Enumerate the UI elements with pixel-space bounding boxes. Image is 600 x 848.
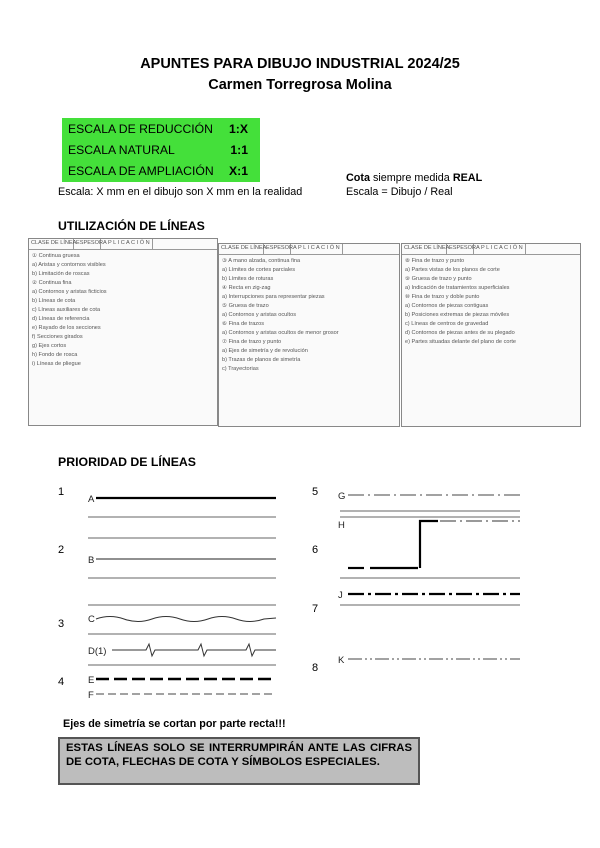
table-row: ⑦ Fina de trazo y punto xyxy=(222,339,282,345)
table-row: b) Limitación de roscas xyxy=(32,271,90,277)
scale-label: ESCALA DE REDUCCIÓN xyxy=(68,121,213,136)
table-header: ESPESOR xyxy=(447,244,474,254)
table-row: ⑨ Gruesa de trazo y punto xyxy=(405,276,472,282)
priority-number: 4 xyxy=(58,676,65,688)
table-row: a) Contornos y aristas ocultos de menor grosor xyxy=(222,330,339,336)
cota-word: Cota xyxy=(346,172,370,184)
table-row: a) Interrupciones para representar piezas xyxy=(222,294,325,300)
table-row: ⑧ Fina de trazo y punto xyxy=(405,258,465,264)
table-row: a) Contornos y aristas ficticios xyxy=(32,289,107,295)
table-row: ③ A mano alzada, continua fina xyxy=(222,258,301,264)
line-sample-d xyxy=(112,644,276,656)
table-row: f) Secciones girados xyxy=(32,334,83,340)
table-row: a) Indicación de tratamientos superficiales xyxy=(405,285,510,291)
line-letter: K xyxy=(338,655,345,666)
table-row: a) Contornos de piezas contiguas xyxy=(405,303,489,309)
section-title-lines: UTILIZACIÓN DE LÍNEAS xyxy=(58,219,205,233)
table-row: ⑤ Gruesa de trazo xyxy=(222,303,269,309)
table-row: ⑥ Fina de trazos xyxy=(222,321,265,327)
table-header: CLASE DE LÍNEA xyxy=(402,244,447,254)
table-header: A P L I C A C I Ó N xyxy=(474,244,526,254)
line-letter: F xyxy=(88,690,94,701)
scale-ratio: X:1 xyxy=(229,164,248,179)
table-row: a) Partes vistas de los planos de corte xyxy=(405,267,500,273)
line-letter: A xyxy=(88,494,95,505)
table-header: A P L I C A C I Ó N xyxy=(291,244,343,254)
priority-number: 5 xyxy=(312,486,319,498)
table-row: c) Líneas auxiliares de cota xyxy=(32,307,101,313)
table-row: e) Rayado de los secciones xyxy=(32,325,101,331)
scale-label: ESCALA DE AMPLIACIÓN xyxy=(68,164,214,179)
line-letter: C xyxy=(88,614,95,625)
scale-note: Escala: X mm en el dibujo son X mm en la realidad xyxy=(58,186,303,198)
line-letter: E xyxy=(88,675,95,686)
table-row: a) Contornos y aristas ocultos xyxy=(222,312,296,318)
line-letter: B xyxy=(88,555,95,566)
table-row: a) Límites de cortes parciales xyxy=(222,267,296,273)
table-row: b) Límites de roturas xyxy=(222,276,274,282)
table-row: b) Posiciones extremas de piezas móviles xyxy=(405,312,510,318)
table-row: a) Aristas y contornos visibles xyxy=(32,262,106,268)
priority-number: 7 xyxy=(312,603,319,615)
scale-formula: Escala = Dibujo / Real xyxy=(346,186,453,198)
author-name: Carmen Torregrosa Molina xyxy=(208,77,392,93)
table-row: b) Trazas de planos de simetría xyxy=(222,357,301,363)
line-sample-h-step xyxy=(420,521,438,568)
table-row: e) Partes situadas delante del plano de corte xyxy=(405,339,517,345)
table-header: ESPESOR xyxy=(74,239,101,249)
table-row: d) Líneas de referencia xyxy=(32,316,90,322)
section-title-priority: PRIORIDAD DE LÍNEAS xyxy=(58,455,197,469)
cota-real: REAL xyxy=(452,172,483,184)
priority-number: 2 xyxy=(58,544,65,556)
table-row: h) Fondo de rosca xyxy=(32,352,78,358)
table-row: c) Líneas de centros de gravedad xyxy=(405,321,489,327)
table-row: ④ Recta en zig-zag xyxy=(222,285,271,291)
priority-number: 1 xyxy=(58,486,65,498)
warning-box: ESTAS LÍNEAS SOLO SE INTERRUMPIRÁN ANTE LAS CIFRAS DE COTA, FLECHAS DE COTA Y SÍMBOLOS ESPECIALES. xyxy=(58,737,420,785)
priority-number: 6 xyxy=(312,544,319,556)
table-header: CLASE DE LÍNEA xyxy=(29,239,74,249)
line-letter: H xyxy=(338,520,345,531)
line-sample-c xyxy=(96,617,276,622)
table-row: d) Contornos de piezas antes de su plegado xyxy=(405,330,515,336)
line-letter: J xyxy=(338,590,343,601)
line-letter: G xyxy=(338,491,346,502)
table-row: i) Líneas de pliegue xyxy=(32,361,81,367)
page-title: APUNTES PARA DIBUJO INDUSTRIAL 2024/25 xyxy=(140,56,460,72)
table-row: b) Líneas de cota xyxy=(32,298,76,304)
priority-number: 8 xyxy=(312,662,319,674)
table-row: c) Trayectorias xyxy=(222,366,259,372)
line-letter: D(1) xyxy=(88,646,107,657)
table-header: ESPESOR xyxy=(264,244,291,254)
symmetry-note: Ejes de simetría se cortan por parte recta!!! xyxy=(63,718,286,730)
table-row: ① Continua gruesa xyxy=(32,253,80,259)
priority-number: 3 xyxy=(58,618,65,630)
scale-label: ESCALA NATURAL xyxy=(68,142,175,157)
table-row: ② Continua fina xyxy=(32,280,72,286)
scale-ratio: 1:X xyxy=(229,121,248,136)
table-row: ⑩ Fina de trazo y doble punto xyxy=(405,294,480,300)
scale-ratio: 1:1 xyxy=(230,142,248,157)
cota-rest: siempre medida xyxy=(370,172,453,184)
table-header: A P L I C A C I Ó N xyxy=(101,239,153,249)
table-row: g) Ejes cortos xyxy=(32,343,67,349)
table-header: CLASE DE LÍNEA xyxy=(219,244,264,254)
table-row: a) Ejes de simetría y de revolución xyxy=(222,348,308,354)
